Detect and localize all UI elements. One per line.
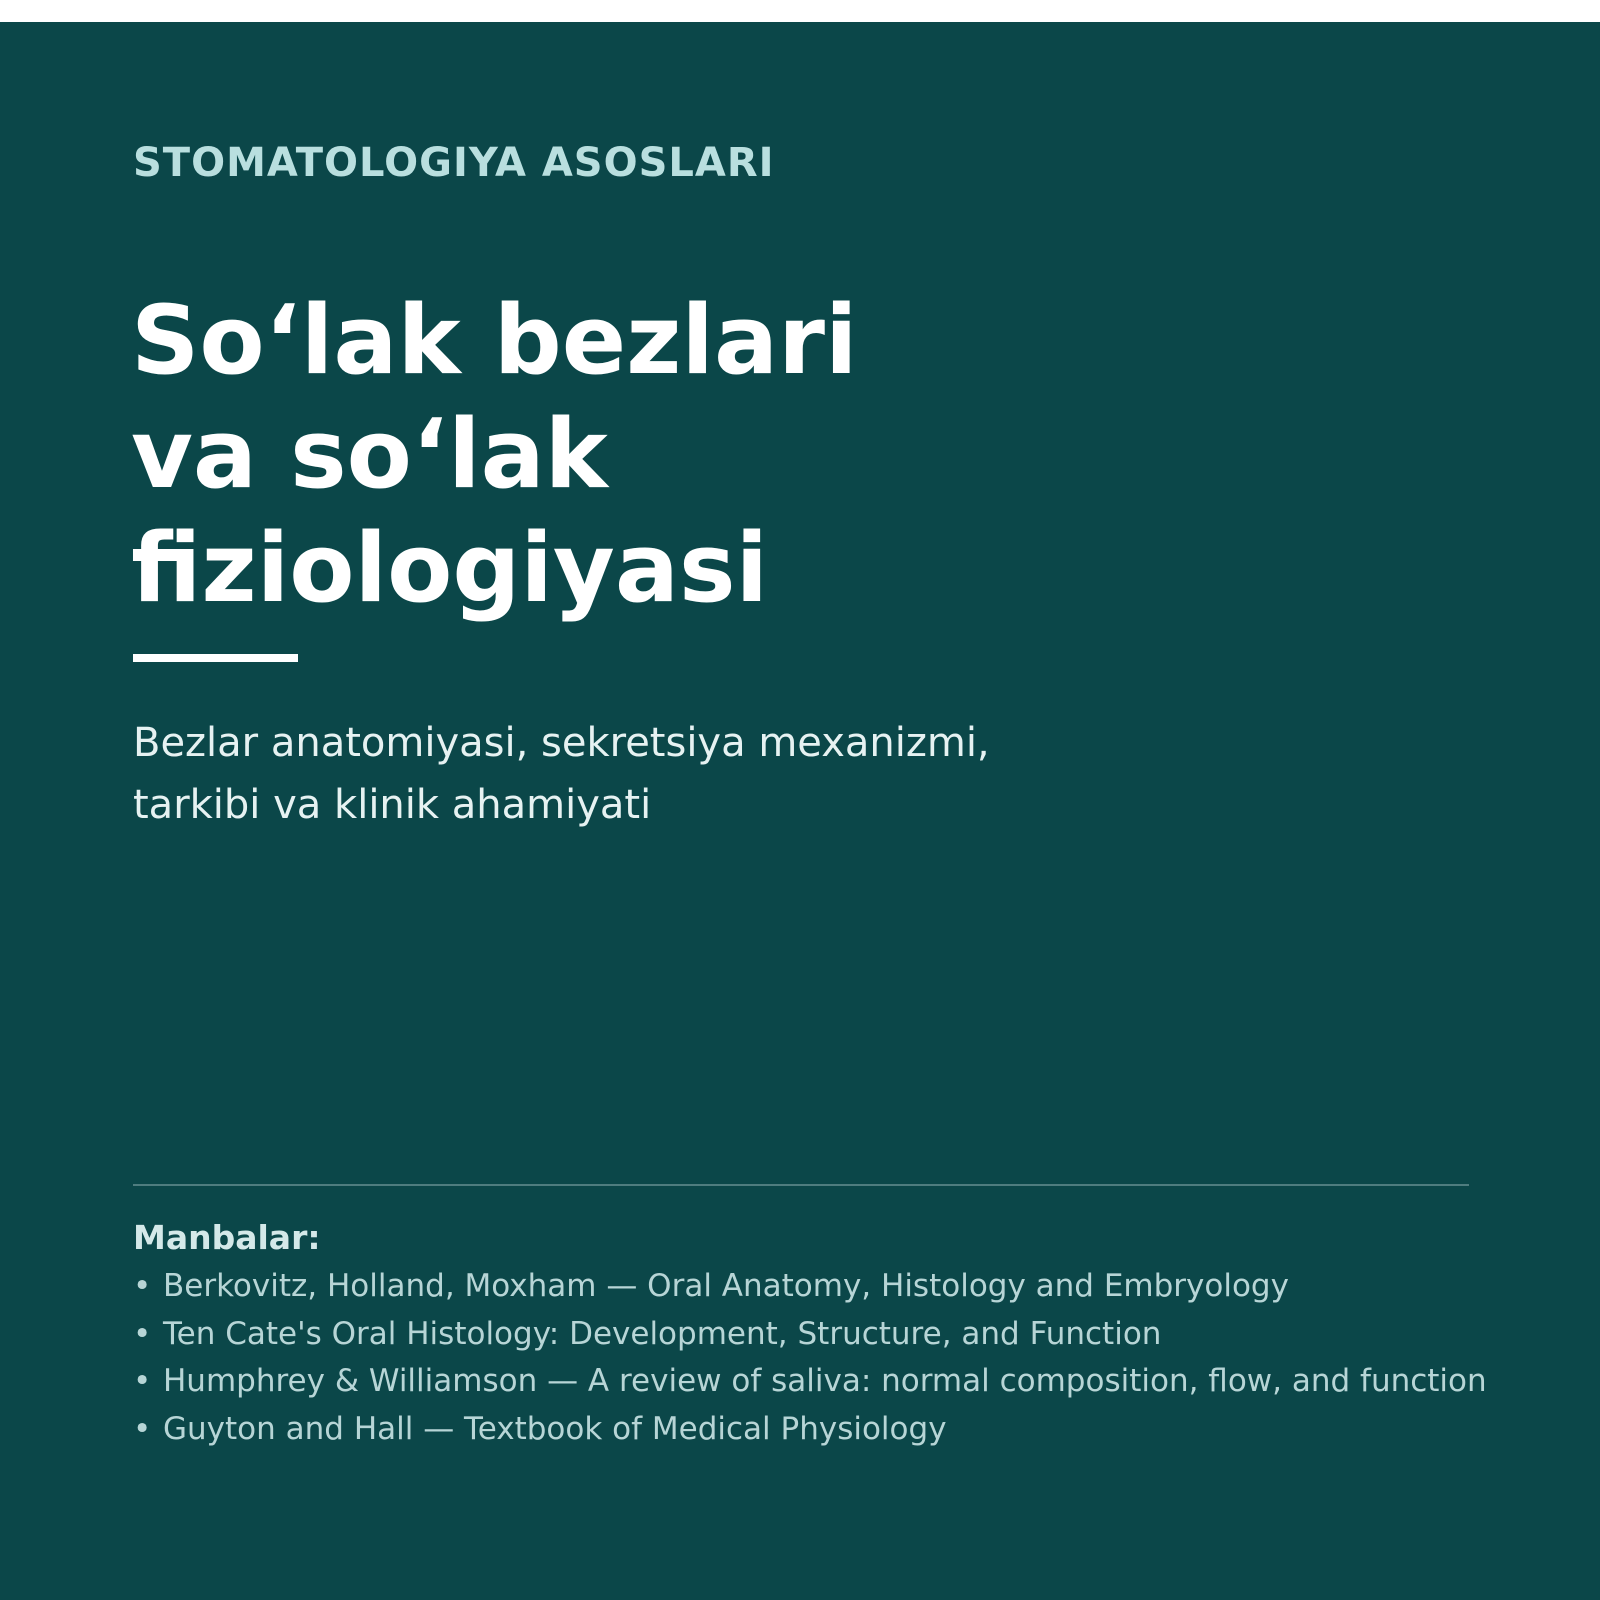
source-item: [133, 1267, 1487, 1315]
course-label: STOMATOLOGIYA ASOSLARI: [133, 140, 775, 186]
source-text: Berkovitz, Holland, Moxham — Oral Anatomy, Histology and Embryology: [163, 1268, 1289, 1304]
sources-list: [133, 1267, 1487, 1457]
bullet-icon: •: [133, 1410, 152, 1447]
source-text: Ten Cate's Oral Histology: Development, Structure, and Function: [163, 1315, 1162, 1352]
page-title: [131, 284, 1331, 626]
subtitle-line: Bezlar anatomiyasi, sekretsiya mexanizmi,: [133, 720, 990, 766]
sources-heading: Manbalar:: [133, 1218, 321, 1257]
title-line: va so‘lak: [131, 400, 608, 510]
title-slide: [0, 22, 1600, 1600]
source-item: [133, 1315, 1487, 1363]
title-line: fiziologiyasi: [131, 514, 769, 624]
source-text: Guyton and Hall — Textbook of Medical Physiology: [163, 1410, 947, 1447]
subtitle: [133, 712, 990, 836]
source-item: [133, 1362, 1487, 1410]
bullet-icon: •: [133, 1363, 152, 1399]
sources-divider: [133, 1184, 1469, 1186]
source-item: [133, 1410, 1487, 1458]
title-line: So‘lak bezlari: [131, 286, 858, 396]
source-text: Humphrey & Williamson — A review of saliva: normal composition, flow, and function: [163, 1363, 1487, 1399]
bullet-icon: •: [133, 1315, 152, 1352]
bullet-icon: •: [133, 1268, 152, 1304]
title-underline-divider: [133, 654, 298, 662]
subtitle-line: tarkibi va klinik ahamiyati: [133, 782, 652, 828]
